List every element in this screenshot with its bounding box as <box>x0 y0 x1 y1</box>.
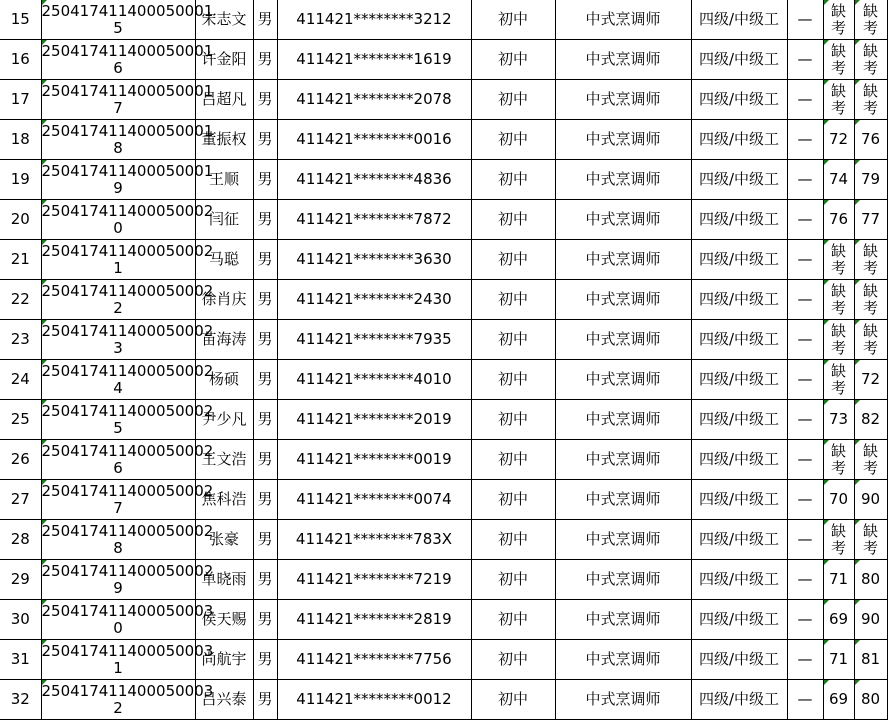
table-row <box>0 360 887 400</box>
name-cell[interactable]: 闫征 <box>195 200 253 240</box>
gender-cell[interactable]: 男 <box>253 360 277 400</box>
ticket-number-line: 250417411400050002 <box>41 201 214 220</box>
education-cell[interactable]: 初中 <box>471 160 555 200</box>
education-cell[interactable]: 初中 <box>471 440 555 480</box>
dash-cell[interactable]: — <box>787 320 823 360</box>
ticket-number-cell[interactable] <box>41 640 214 680</box>
education-cell[interactable]: 初中 <box>471 280 555 320</box>
id-number-cell[interactable]: 411421********0074 <box>277 480 471 520</box>
skill-score-cell[interactable]: 90 <box>854 480 887 520</box>
id-number-cell[interactable]: 411421********2078 <box>277 80 471 120</box>
absent-label: 缺考 <box>830 361 846 397</box>
id-number-cell[interactable]: 411421********0019 <box>277 440 471 480</box>
row-number-cell[interactable]: 30 <box>0 600 41 640</box>
skill-score-cell[interactable] <box>854 0 887 40</box>
ticket-number-line: 0 <box>113 218 123 237</box>
absent-label: 缺考 <box>862 441 878 477</box>
education-cell[interactable]: 初中 <box>471 200 555 240</box>
education-cell[interactable]: 初中 <box>471 40 555 80</box>
ticket-number-line: 250417411400050002 <box>41 241 214 260</box>
education-cell[interactable]: 初中 <box>471 360 555 400</box>
row-number-cell[interactable]: 25 <box>0 400 41 440</box>
name-cell[interactable]: 徐肖庆 <box>195 280 253 320</box>
ticket-number-line: 5 <box>113 418 123 437</box>
ticket-number-line: 7 <box>113 98 123 117</box>
id-number-cell[interactable]: 411421********0016 <box>277 120 471 160</box>
gender-cell[interactable]: 男 <box>253 680 277 720</box>
ticket-number-cell[interactable] <box>41 440 214 480</box>
absent-label: 缺考 <box>862 41 878 77</box>
absent-label: 缺考 <box>830 441 846 477</box>
education-cell[interactable]: 初中 <box>471 640 555 680</box>
theory-score-cell[interactable] <box>823 320 854 360</box>
row-number-cell[interactable]: 29 <box>0 560 41 600</box>
level-cell[interactable]: 四级/中级工 <box>691 520 787 560</box>
name-cell[interactable]: 单晓雨 <box>195 560 253 600</box>
gender-cell[interactable]: 男 <box>253 400 277 440</box>
ticket-number-line: 1 <box>113 658 123 677</box>
absent-label: 缺考 <box>830 81 846 117</box>
table-row <box>0 200 887 240</box>
ticket-number-line: 250417411400050002 <box>41 521 214 540</box>
ticket-number-line: 250417411400050001 <box>41 81 214 100</box>
theory-score-cell[interactable]: 71 <box>823 640 854 680</box>
ticket-number-cell[interactable] <box>41 600 214 640</box>
gender-cell[interactable]: 男 <box>253 120 277 160</box>
skill-score-cell[interactable]: 77 <box>854 200 887 240</box>
skill-score-cell[interactable] <box>854 40 887 80</box>
level-cell[interactable]: 四级/中级工 <box>691 560 787 600</box>
table-row <box>0 80 887 120</box>
absent-label: 缺考 <box>862 81 878 117</box>
occupation-cell[interactable]: 中式烹调师 <box>555 40 691 80</box>
theory-score-cell[interactable]: 71 <box>823 560 854 600</box>
level-cell[interactable]: 四级/中级工 <box>691 80 787 120</box>
row-number-cell[interactable]: 17 <box>0 80 41 120</box>
level-cell[interactable]: 四级/中级工 <box>691 680 787 720</box>
occupation-cell[interactable]: 中式烹调师 <box>555 360 691 400</box>
name-cell[interactable]: 吕超凡 <box>195 80 253 120</box>
skill-score-cell[interactable]: 72 <box>854 360 887 400</box>
name-cell[interactable]: 焦科浩 <box>195 480 253 520</box>
level-cell[interactable]: 四级/中级工 <box>691 200 787 240</box>
ticket-number-line: 250417411400050001 <box>41 161 214 180</box>
level-cell[interactable]: 四级/中级工 <box>691 480 787 520</box>
row-number-cell[interactable]: 22 <box>0 280 41 320</box>
dash-cell[interactable]: — <box>787 520 823 560</box>
ticket-number-line: 250417411400050002 <box>41 321 214 340</box>
row-number-cell[interactable]: 21 <box>0 240 41 280</box>
name-cell[interactable]: 宋志文 <box>195 0 253 40</box>
level-cell[interactable]: 四级/中级工 <box>691 400 787 440</box>
skill-score-cell[interactable]: 79 <box>854 160 887 200</box>
skill-score-cell[interactable] <box>854 320 887 360</box>
name-cell[interactable]: 张豪 <box>195 520 253 560</box>
ticket-number-line: 250417411400050002 <box>41 561 214 580</box>
id-number-cell[interactable]: 411421********4836 <box>277 160 471 200</box>
theory-score-cell[interactable] <box>823 240 854 280</box>
name-cell[interactable]: 董振权 <box>195 120 253 160</box>
table-row <box>0 640 887 680</box>
occupation-cell[interactable]: 中式烹调师 <box>555 640 691 680</box>
dash-cell[interactable]: — <box>787 360 823 400</box>
table-row <box>0 280 887 320</box>
skill-score-cell[interactable] <box>854 440 887 480</box>
ticket-number-line: 5 <box>113 18 123 37</box>
level-cell[interactable]: 四级/中级工 <box>691 160 787 200</box>
ticket-number-cell[interactable] <box>41 240 214 280</box>
table-row <box>0 160 887 200</box>
gender-cell[interactable]: 男 <box>253 560 277 600</box>
gender-cell[interactable]: 男 <box>253 320 277 360</box>
theory-score-cell[interactable]: 76 <box>823 200 854 240</box>
id-number-cell[interactable]: 411421********2019 <box>277 400 471 440</box>
ticket-number-cell[interactable] <box>41 200 214 240</box>
ticket-number-cell[interactable] <box>41 0 214 40</box>
skill-score-cell[interactable] <box>854 80 887 120</box>
skill-score-cell[interactable] <box>854 520 887 560</box>
name-cell[interactable]: 苗海涛 <box>195 320 253 360</box>
dash-cell[interactable]: — <box>787 0 823 40</box>
gender-cell[interactable]: 男 <box>253 640 277 680</box>
ticket-number-cell[interactable] <box>41 80 214 120</box>
gender-cell[interactable]: 男 <box>253 0 277 40</box>
ticket-number-line: 250417411400050002 <box>41 281 214 300</box>
education-cell[interactable]: 初中 <box>471 0 555 40</box>
id-number-cell[interactable]: 411421********7935 <box>277 320 471 360</box>
name-cell[interactable]: 尚航宇 <box>195 640 253 680</box>
ticket-number-line: 7 <box>113 498 123 517</box>
gender-cell[interactable]: 男 <box>253 160 277 200</box>
education-cell[interactable]: 初中 <box>471 320 555 360</box>
level-cell[interactable]: 四级/中级工 <box>691 0 787 40</box>
table-row <box>0 40 887 80</box>
absent-label: 缺考 <box>830 321 846 357</box>
ticket-number-line: 250417411400050002 <box>41 361 214 380</box>
ticket-number-line: 250417411400050003 <box>41 681 214 700</box>
ticket-number-line: 1 <box>113 258 123 277</box>
level-cell[interactable]: 四级/中级工 <box>691 440 787 480</box>
dash-cell[interactable]: — <box>787 200 823 240</box>
table-row <box>0 240 887 280</box>
id-number-cell[interactable]: 411421********7756 <box>277 640 471 680</box>
table-row <box>0 480 887 520</box>
name-cell[interactable]: 许金阳 <box>195 40 253 80</box>
ticket-number-line: 250417411400050002 <box>41 441 214 460</box>
id-number-cell[interactable]: 411421********7219 <box>277 560 471 600</box>
row-number-cell[interactable]: 16 <box>0 40 41 80</box>
ticket-number-cell[interactable] <box>41 120 214 160</box>
name-cell[interactable]: 杨硕 <box>195 360 253 400</box>
dash-cell[interactable]: — <box>787 600 823 640</box>
row-number-cell[interactable]: 18 <box>0 120 41 160</box>
table-row <box>0 680 887 720</box>
absent-label: 缺考 <box>830 1 846 37</box>
occupation-cell[interactable]: 中式烹调师 <box>555 80 691 120</box>
ticket-number-cell[interactable] <box>41 360 214 400</box>
ticket-number-line: 8 <box>113 538 123 557</box>
id-number-cell[interactable]: 411421********783X <box>277 520 471 560</box>
ticket-number-cell[interactable] <box>41 560 214 600</box>
ticket-number-cell[interactable] <box>41 40 214 80</box>
level-cell[interactable]: 四级/中级工 <box>691 360 787 400</box>
absent-label: 缺考 <box>862 281 878 317</box>
education-cell[interactable]: 初中 <box>471 680 555 720</box>
id-number-cell[interactable]: 411421********2819 <box>277 600 471 640</box>
table-row <box>0 520 887 560</box>
education-cell[interactable]: 初中 <box>471 520 555 560</box>
row-number-cell[interactable]: 27 <box>0 480 41 520</box>
name-cell[interactable]: 侯天赐 <box>195 600 253 640</box>
dash-cell[interactable]: — <box>787 80 823 120</box>
ticket-number-line: 250417411400050002 <box>41 401 214 420</box>
skill-score-cell[interactable]: 81 <box>854 640 887 680</box>
dash-cell[interactable]: — <box>787 40 823 80</box>
table-row <box>0 120 887 160</box>
ticket-number-cell[interactable] <box>41 400 214 440</box>
theory-score-cell[interactable]: 73 <box>823 400 854 440</box>
level-cell[interactable]: 四级/中级工 <box>691 40 787 80</box>
theory-score-cell[interactable]: 72 <box>823 120 854 160</box>
dash-cell[interactable]: — <box>787 560 823 600</box>
row-number-cell[interactable]: 20 <box>0 200 41 240</box>
level-cell[interactable]: 四级/中级工 <box>691 600 787 640</box>
dash-cell[interactable]: — <box>787 160 823 200</box>
occupation-cell[interactable]: 中式烹调师 <box>555 120 691 160</box>
dash-cell[interactable]: — <box>787 120 823 160</box>
id-number-cell[interactable]: 411421********4010 <box>277 360 471 400</box>
theory-score-cell[interactable]: 74 <box>823 160 854 200</box>
row-number-cell[interactable]: 32 <box>0 680 41 720</box>
occupation-cell[interactable]: 中式烹调师 <box>555 440 691 480</box>
gender-cell[interactable]: 男 <box>253 280 277 320</box>
gender-cell[interactable]: 男 <box>253 440 277 480</box>
level-cell[interactable]: 四级/中级工 <box>691 320 787 360</box>
theory-score-cell[interactable] <box>823 0 854 40</box>
theory-score-cell[interactable] <box>823 40 854 80</box>
ticket-number-line: 6 <box>113 458 123 477</box>
id-number-cell[interactable]: 411421********1619 <box>277 40 471 80</box>
occupation-cell[interactable]: 中式烹调师 <box>555 480 691 520</box>
gender-cell[interactable]: 男 <box>253 480 277 520</box>
gender-cell[interactable]: 男 <box>253 600 277 640</box>
ticket-number-line: 8 <box>113 138 123 157</box>
ticket-number-cell[interactable] <box>41 520 214 560</box>
absent-label: 缺考 <box>830 281 846 317</box>
ticket-number-line: 2 <box>113 298 123 317</box>
gender-cell[interactable]: 男 <box>253 80 277 120</box>
education-cell[interactable]: 初中 <box>471 240 555 280</box>
skill-score-cell[interactable]: 90 <box>854 600 887 640</box>
name-cell[interactable]: 马聪 <box>195 240 253 280</box>
dash-cell[interactable]: — <box>787 400 823 440</box>
education-cell[interactable]: 初中 <box>471 120 555 160</box>
id-number-cell[interactable]: 411421********2430 <box>277 280 471 320</box>
gender-cell[interactable]: 男 <box>253 200 277 240</box>
skill-score-cell[interactable]: 82 <box>854 400 887 440</box>
name-cell[interactable]: 王顺 <box>195 160 253 200</box>
id-number-cell[interactable]: 411421********0012 <box>277 680 471 720</box>
table-row <box>0 600 887 640</box>
absent-label: 缺考 <box>830 241 846 277</box>
level-cell[interactable]: 四级/中级工 <box>691 240 787 280</box>
absent-label: 缺考 <box>862 241 878 277</box>
dash-cell[interactable]: — <box>787 680 823 720</box>
absent-label: 缺考 <box>862 1 878 37</box>
education-cell[interactable]: 初中 <box>471 80 555 120</box>
ticket-number-cell[interactable] <box>41 160 214 200</box>
ticket-number-line: 4 <box>113 378 123 397</box>
theory-score-cell[interactable]: 69 <box>823 600 854 640</box>
absent-label: 缺考 <box>830 521 846 557</box>
absent-label: 缺考 <box>830 41 846 77</box>
education-cell[interactable]: 初中 <box>471 560 555 600</box>
row-number-cell[interactable]: 23 <box>0 320 41 360</box>
table-row <box>0 560 887 600</box>
table-row <box>0 440 887 480</box>
ticket-number-cell[interactable] <box>41 280 214 320</box>
skill-score-cell[interactable]: 80 <box>854 680 887 720</box>
ticket-number-line: 250417411400050001 <box>41 121 214 140</box>
theory-score-cell[interactable] <box>823 440 854 480</box>
id-number-cell[interactable]: 411421********3212 <box>277 0 471 40</box>
ticket-number-line: 250417411400050001 <box>41 1 214 20</box>
ticket-number-line: 250417411400050003 <box>41 641 214 660</box>
ticket-number-line: 2 <box>113 698 123 717</box>
ticket-number-line: 250417411400050002 <box>41 481 214 500</box>
row-number-cell[interactable]: 15 <box>0 0 41 40</box>
theory-score-cell[interactable] <box>823 80 854 120</box>
dash-cell[interactable]: — <box>787 440 823 480</box>
theory-score-cell[interactable] <box>823 520 854 560</box>
row-number-cell[interactable]: 19 <box>0 160 41 200</box>
education-cell[interactable]: 初中 <box>471 400 555 440</box>
dash-cell[interactable]: — <box>787 480 823 520</box>
ticket-number-line: 3 <box>113 338 123 357</box>
dash-cell[interactable]: — <box>787 240 823 280</box>
skill-score-cell[interactable]: 80 <box>854 560 887 600</box>
ticket-number-line: 250417411400050001 <box>41 41 214 60</box>
table-row <box>0 320 887 360</box>
dash-cell[interactable]: — <box>787 640 823 680</box>
ticket-number-line: 9 <box>113 178 123 197</box>
skill-score-cell[interactable] <box>854 240 887 280</box>
theory-score-cell[interactable]: 70 <box>823 480 854 520</box>
education-cell[interactable]: 初中 <box>471 480 555 520</box>
row-number-cell[interactable]: 24 <box>0 360 41 400</box>
name-cell[interactable]: 吕兴泰 <box>195 680 253 720</box>
skill-score-cell[interactable] <box>854 280 887 320</box>
theory-score-cell[interactable]: 69 <box>823 680 854 720</box>
gender-cell[interactable]: 男 <box>253 40 277 80</box>
education-cell[interactable]: 初中 <box>471 600 555 640</box>
ticket-number-cell[interactable] <box>41 320 214 360</box>
row-number-cell[interactable]: 31 <box>0 640 41 680</box>
skill-score-cell[interactable]: 76 <box>854 120 887 160</box>
id-number-cell[interactable]: 411421********7872 <box>277 200 471 240</box>
ticket-number-line: 250417411400050003 <box>41 601 214 620</box>
occupation-cell[interactable]: 中式烹调师 <box>555 200 691 240</box>
occupation-cell[interactable]: 中式烹调师 <box>555 240 691 280</box>
ticket-number-line: 9 <box>113 578 123 597</box>
dash-cell[interactable]: — <box>787 280 823 320</box>
occupation-cell[interactable]: 中式烹调师 <box>555 520 691 560</box>
level-cell[interactable]: 四级/中级工 <box>691 120 787 160</box>
theory-score-cell[interactable] <box>823 280 854 320</box>
ticket-number-cell[interactable] <box>41 480 214 520</box>
occupation-cell[interactable]: 中式烹调师 <box>555 560 691 600</box>
occupation-cell[interactable]: 中式烹调师 <box>555 0 691 40</box>
name-cell[interactable]: 尹少凡 <box>195 400 253 440</box>
occupation-cell[interactable]: 中式烹调师 <box>555 400 691 440</box>
gender-cell[interactable]: 男 <box>253 520 277 560</box>
absent-label: 缺考 <box>862 521 878 557</box>
table-row <box>0 0 887 40</box>
id-number-cell[interactable]: 411421********3630 <box>277 240 471 280</box>
absent-label: 缺考 <box>862 321 878 357</box>
ticket-number-line: 6 <box>113 58 123 77</box>
ticket-number-cell[interactable] <box>41 680 214 720</box>
name-cell[interactable]: 王文浩 <box>195 440 253 480</box>
occupation-cell[interactable]: 中式烹调师 <box>555 680 691 720</box>
row-number-cell[interactable]: 26 <box>0 440 41 480</box>
level-cell[interactable]: 四级/中级工 <box>691 640 787 680</box>
ticket-number-line: 0 <box>113 618 123 637</box>
occupation-cell[interactable]: 中式烹调师 <box>555 320 691 360</box>
table-row <box>0 400 887 440</box>
level-cell[interactable]: 四级/中级工 <box>691 280 787 320</box>
occupation-cell[interactable]: 中式烹调师 <box>555 160 691 200</box>
row-number-cell[interactable]: 28 <box>0 520 41 560</box>
gender-cell[interactable]: 男 <box>253 240 277 280</box>
occupation-cell[interactable]: 中式烹调师 <box>555 280 691 320</box>
theory-score-cell[interactable] <box>823 360 854 400</box>
occupation-cell[interactable]: 中式烹调师 <box>555 600 691 640</box>
